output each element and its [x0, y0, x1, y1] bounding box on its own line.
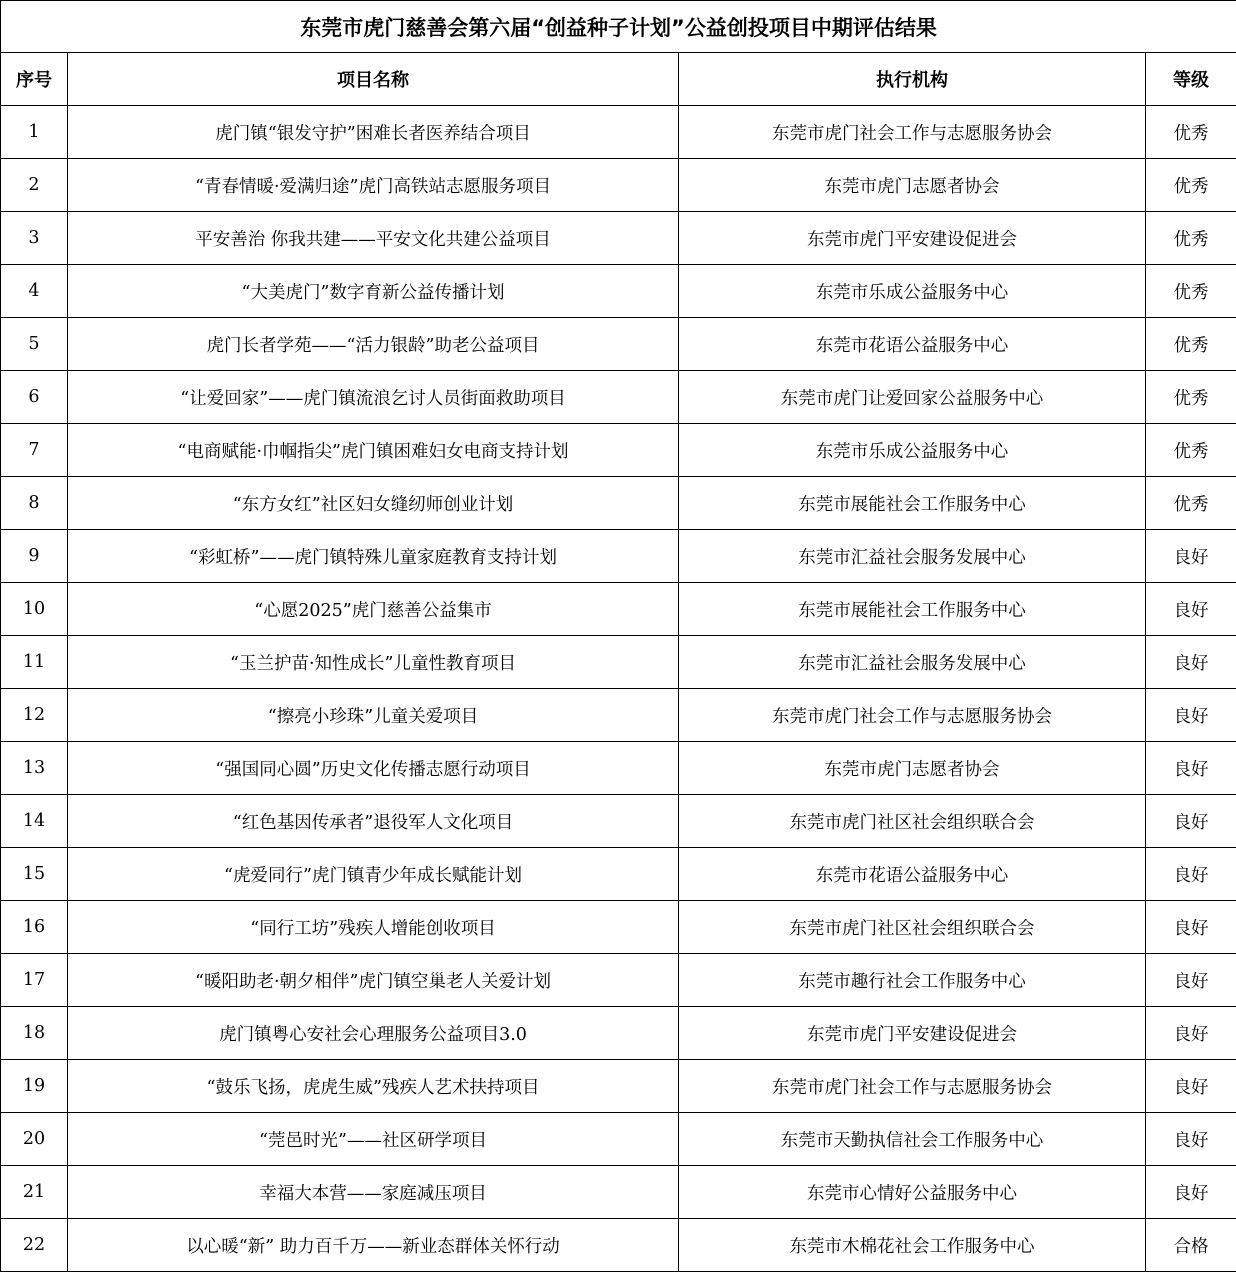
row-organization: 东莞市虎门社会工作与志愿服务协会	[679, 106, 1146, 159]
row-project-name: 虎门镇粤心安社会心理服务公益项目3.0	[68, 1007, 679, 1060]
row-organization: 东莞市天勤执信社会工作服务中心	[679, 1113, 1146, 1166]
row-project-name: “东方女红”社区妇女缝纫师创业计划	[68, 477, 679, 530]
header-row	[1, 53, 1236, 106]
row-grade: 良好	[1146, 1166, 1236, 1219]
row-project-name: “彩虹桥”——虎门镇特殊儿童家庭教育支持计划	[68, 530, 679, 583]
row-index: 21	[1, 1166, 68, 1219]
row-grade: 良好	[1146, 901, 1236, 954]
row-grade: 优秀	[1146, 424, 1236, 477]
row-organization: 东莞市花语公益服务中心	[679, 848, 1146, 901]
row-index: 16	[1, 901, 68, 954]
table-row	[1, 318, 1236, 371]
row-grade: 良好	[1146, 583, 1236, 636]
table-row	[1, 689, 1236, 742]
table-row	[1, 636, 1236, 689]
table-row	[1, 530, 1236, 583]
row-organization: 东莞市汇益社会服务发展中心	[679, 636, 1146, 689]
row-organization: 东莞市虎门平安建设促进会	[679, 1007, 1146, 1060]
header-grade: 等级	[1146, 53, 1236, 106]
row-organization: 东莞市心情好公益服务中心	[679, 1166, 1146, 1219]
row-index: 17	[1, 954, 68, 1007]
row-grade: 优秀	[1146, 318, 1236, 371]
table-row	[1, 1060, 1236, 1113]
row-organization: 东莞市虎门志愿者协会	[679, 159, 1146, 212]
table-row	[1, 212, 1236, 265]
row-index: 19	[1, 1060, 68, 1113]
row-grade: 优秀	[1146, 477, 1236, 530]
row-grade: 合格	[1146, 1219, 1236, 1272]
row-index: 8	[1, 477, 68, 530]
row-project-name: “心愿2025”虎门慈善公益集市	[68, 583, 679, 636]
table-row	[1, 1166, 1236, 1219]
table-row	[1, 848, 1236, 901]
row-project-name: “莞邑时光”——社区研学项目	[68, 1113, 679, 1166]
row-index: 14	[1, 795, 68, 848]
row-organization: 东莞市展能社会工作服务中心	[679, 583, 1146, 636]
row-grade: 优秀	[1146, 371, 1236, 424]
table-row	[1, 742, 1236, 795]
table-row	[1, 371, 1236, 424]
row-project-name: “同行工坊”残疾人增能创收项目	[68, 901, 679, 954]
row-index: 11	[1, 636, 68, 689]
row-grade: 良好	[1146, 742, 1236, 795]
row-grade: 优秀	[1146, 212, 1236, 265]
row-project-name: 以心暖“新” 助力百千万——新业态群体关怀行动	[68, 1219, 679, 1272]
row-organization: 东莞市汇益社会服务发展中心	[679, 530, 1146, 583]
row-project-name: “暖阳助老·朝夕相伴”虎门镇空巢老人关爱计划	[68, 954, 679, 1007]
header-organization: 执行机构	[679, 53, 1146, 106]
row-grade: 良好	[1146, 795, 1236, 848]
row-organization: 东莞市虎门平安建设促进会	[679, 212, 1146, 265]
row-project-name: “虎爱同行”虎门镇青少年成长赋能计划	[68, 848, 679, 901]
table-row	[1, 1219, 1236, 1272]
row-index: 4	[1, 265, 68, 318]
row-organization: 东莞市木棉花社会工作服务中心	[679, 1219, 1146, 1272]
row-index: 9	[1, 530, 68, 583]
row-project-name: “电商赋能·巾帼指尖”虎门镇困难妇女电商支持计划	[68, 424, 679, 477]
row-grade: 良好	[1146, 1113, 1236, 1166]
row-project-name: “擦亮小珍珠”儿童关爱项目	[68, 689, 679, 742]
table-row	[1, 159, 1236, 212]
row-index: 10	[1, 583, 68, 636]
table-row	[1, 1113, 1236, 1166]
row-project-name: 幸福大本营——家庭减压项目	[68, 1166, 679, 1219]
row-project-name: 虎门长者学苑——“活力银龄”助老公益项目	[68, 318, 679, 371]
row-grade: 优秀	[1146, 106, 1236, 159]
row-organization: 东莞市趣行社会工作服务中心	[679, 954, 1146, 1007]
table-row	[1, 265, 1236, 318]
row-project-name: 平安善治 你我共建——平安文化共建公益项目	[68, 212, 679, 265]
table-body	[1, 106, 1236, 1272]
row-index: 7	[1, 424, 68, 477]
row-index: 2	[1, 159, 68, 212]
row-index: 15	[1, 848, 68, 901]
header-index: 序号	[1, 53, 68, 106]
table-row	[1, 954, 1236, 1007]
row-grade: 良好	[1146, 636, 1236, 689]
table-row	[1, 1007, 1236, 1060]
table-row	[1, 583, 1236, 636]
table-row	[1, 477, 1236, 530]
row-organization: 东莞市虎门社区社会组织联合会	[679, 901, 1146, 954]
row-grade: 良好	[1146, 689, 1236, 742]
row-grade: 良好	[1146, 954, 1236, 1007]
row-project-name: “鼓乐飞扬，虎虎生威”残疾人艺术扶持项目	[68, 1060, 679, 1113]
row-index: 5	[1, 318, 68, 371]
row-organization: 东莞市乐成公益服务中心	[679, 424, 1146, 477]
row-project-name: “玉兰护苗·知性成长”儿童性教育项目	[68, 636, 679, 689]
row-index: 6	[1, 371, 68, 424]
row-index: 13	[1, 742, 68, 795]
row-grade: 优秀	[1146, 159, 1236, 212]
row-organization: 东莞市虎门社区社会组织联合会	[679, 795, 1146, 848]
row-organization: 东莞市乐成公益服务中心	[679, 265, 1146, 318]
table-row	[1, 795, 1236, 848]
row-index: 22	[1, 1219, 68, 1272]
row-organization: 东莞市花语公益服务中心	[679, 318, 1146, 371]
table-row	[1, 901, 1236, 954]
row-project-name: “红色基因传承者”退役军人文化项目	[68, 795, 679, 848]
row-index: 3	[1, 212, 68, 265]
row-organization: 东莞市虎门社会工作与志愿服务协会	[679, 689, 1146, 742]
row-grade: 优秀	[1146, 265, 1236, 318]
row-grade: 良好	[1146, 848, 1236, 901]
title-row	[1, 1, 1236, 53]
row-organization: 东莞市展能社会工作服务中心	[679, 477, 1146, 530]
table-row	[1, 424, 1236, 477]
row-organization: 东莞市虎门志愿者协会	[679, 742, 1146, 795]
row-project-name: “青春情暖·爱满归途”虎门高铁站志愿服务项目	[68, 159, 679, 212]
row-project-name: “强国同心圆”历史文化传播志愿行动项目	[68, 742, 679, 795]
header-project-name: 项目名称	[68, 53, 679, 106]
table-row	[1, 106, 1236, 159]
row-project-name: “让爱回家”——虎门镇流浪乞讨人员街面救助项目	[68, 371, 679, 424]
row-index: 20	[1, 1113, 68, 1166]
row-index: 1	[1, 106, 68, 159]
row-grade: 良好	[1146, 1007, 1236, 1060]
row-organization: 东莞市虎门社会工作与志愿服务协会	[679, 1060, 1146, 1113]
row-index: 12	[1, 689, 68, 742]
row-organization: 东莞市虎门让爱回家公益服务中心	[679, 371, 1146, 424]
row-index: 18	[1, 1007, 68, 1060]
row-project-name: “大美虎门”数字育新公益传播计划	[68, 265, 679, 318]
row-project-name: 虎门镇“银发守护”困难长者医养结合项目	[68, 106, 679, 159]
row-grade: 良好	[1146, 530, 1236, 583]
row-grade: 良好	[1146, 1060, 1236, 1113]
table-title: 东莞市虎门慈善会第六届“创益种子计划”公益创投项目中期评估结果	[1, 1, 1236, 53]
